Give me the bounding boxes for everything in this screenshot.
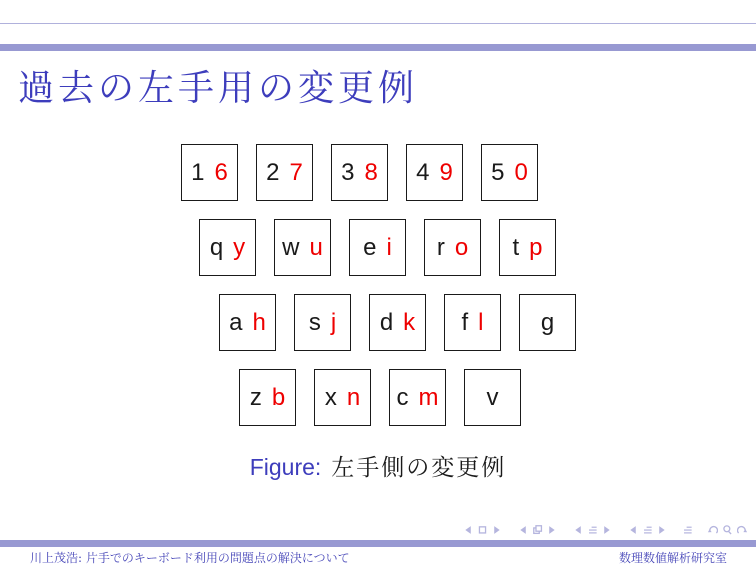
nav-group-5 (682, 524, 693, 536)
slide-title: 過去の左手用の変更例 (18, 68, 419, 109)
nav-search-icon[interactable] (722, 524, 733, 536)
key-c (389, 369, 446, 426)
footer-institute: 数理数値解析研究室 (618, 551, 727, 565)
key-remapped-label: h (252, 308, 266, 336)
key-remapped-label: l (478, 308, 484, 336)
beamer-navigation-bar (462, 523, 748, 537)
key-original-label: g (540, 308, 555, 336)
nav-appendix-icon[interactable] (682, 524, 693, 536)
key-original-label: 4 (416, 158, 430, 186)
figure-caption (0, 452, 756, 483)
key-original-label: q (209, 233, 224, 261)
key-remapped-label: 8 (364, 158, 378, 186)
key-original-label: 1 (191, 158, 205, 186)
nav-prev-subsection-icon[interactable] (572, 524, 583, 536)
figure-caption-label: Figure: (249, 454, 322, 480)
key-z (239, 369, 296, 426)
key-1 (181, 144, 238, 201)
nav-section-list-icon[interactable] (642, 524, 653, 536)
key-e (349, 219, 406, 276)
key-original-label: t (512, 233, 520, 261)
key-remapped-label: 6 (214, 158, 228, 186)
nav-subsection-list-icon[interactable] (587, 524, 598, 536)
nav-group-4 (627, 524, 668, 536)
key-remapped-label: p (529, 233, 543, 261)
nav-group-3 (572, 524, 613, 536)
key-t (499, 219, 556, 276)
keyboard-row-2 (199, 219, 556, 276)
key-5 (481, 144, 538, 201)
key-s (294, 294, 351, 351)
nav-next-subsection-icon[interactable] (602, 524, 613, 536)
key-original-label: s (308, 308, 321, 336)
key-remapped-label: m (418, 383, 439, 411)
key-remapped-label: 0 (514, 158, 528, 186)
nav-prev-frame-icon[interactable] (517, 524, 528, 536)
nav-prev-section-icon[interactable] (627, 524, 638, 536)
key-remapped-label: i (386, 233, 392, 261)
key-original-label: x (324, 383, 337, 411)
key-4 (406, 144, 463, 201)
nav-next-frame-icon[interactable] (547, 524, 558, 536)
nav-group-6 (707, 524, 748, 536)
key-original-label: w (282, 233, 300, 261)
key-a (219, 294, 276, 351)
footer-accent-bar (0, 540, 756, 547)
key-q (199, 219, 256, 276)
key-original-label: e (363, 233, 377, 261)
key-remapped-label: n (346, 383, 361, 411)
key-r (424, 219, 481, 276)
keyboard-row-4 (239, 369, 521, 426)
key-original-label: a (229, 308, 243, 336)
nav-group-2 (517, 524, 558, 536)
key-remapped-label: k (403, 308, 416, 336)
key-v (464, 369, 521, 426)
key-original-label: 5 (491, 158, 505, 186)
key-original-label: r (436, 233, 445, 261)
key-original-label: v (486, 383, 499, 411)
key-3 (331, 144, 388, 201)
key-original-label: z (249, 383, 262, 411)
nav-forward-icon[interactable] (737, 524, 748, 536)
nav-next-section-icon[interactable] (657, 524, 668, 536)
nav-next-slide-icon[interactable] (492, 524, 503, 536)
key-remapped-label: u (309, 233, 323, 261)
figure-caption-text: 左手側の変更例 (331, 455, 507, 481)
nav-back-icon[interactable] (707, 524, 718, 536)
key-remapped-label: o (454, 233, 469, 261)
key-remapped-label: j (330, 308, 337, 336)
nav-prev-slide-icon[interactable] (462, 524, 473, 536)
key-remapped-label: y (233, 233, 246, 261)
key-2 (256, 144, 313, 201)
key-remapped-label: 7 (289, 158, 303, 186)
key-w (274, 219, 331, 276)
key-original-label: c (396, 383, 409, 411)
key-g (519, 294, 576, 351)
footer-author-title: 川上茂浩: 片手でのキーボード利用の問題点の解決について (30, 551, 350, 565)
key-original-label: f (461, 308, 469, 336)
key-d (369, 294, 426, 351)
keyboard-row-1 (181, 144, 538, 201)
keyboard-row-3 (219, 294, 576, 351)
key-remapped-label: 9 (439, 158, 453, 186)
nav-frames-icon[interactable] (532, 524, 543, 536)
key-original-label: 3 (341, 158, 355, 186)
key-original-label: 2 (266, 158, 280, 186)
key-remapped-label: b (271, 383, 286, 411)
key-f (444, 294, 501, 351)
nav-slide-icon[interactable] (477, 524, 488, 536)
nav-group-1 (462, 524, 503, 536)
key-original-label: d (379, 308, 394, 336)
key-x (314, 369, 371, 426)
